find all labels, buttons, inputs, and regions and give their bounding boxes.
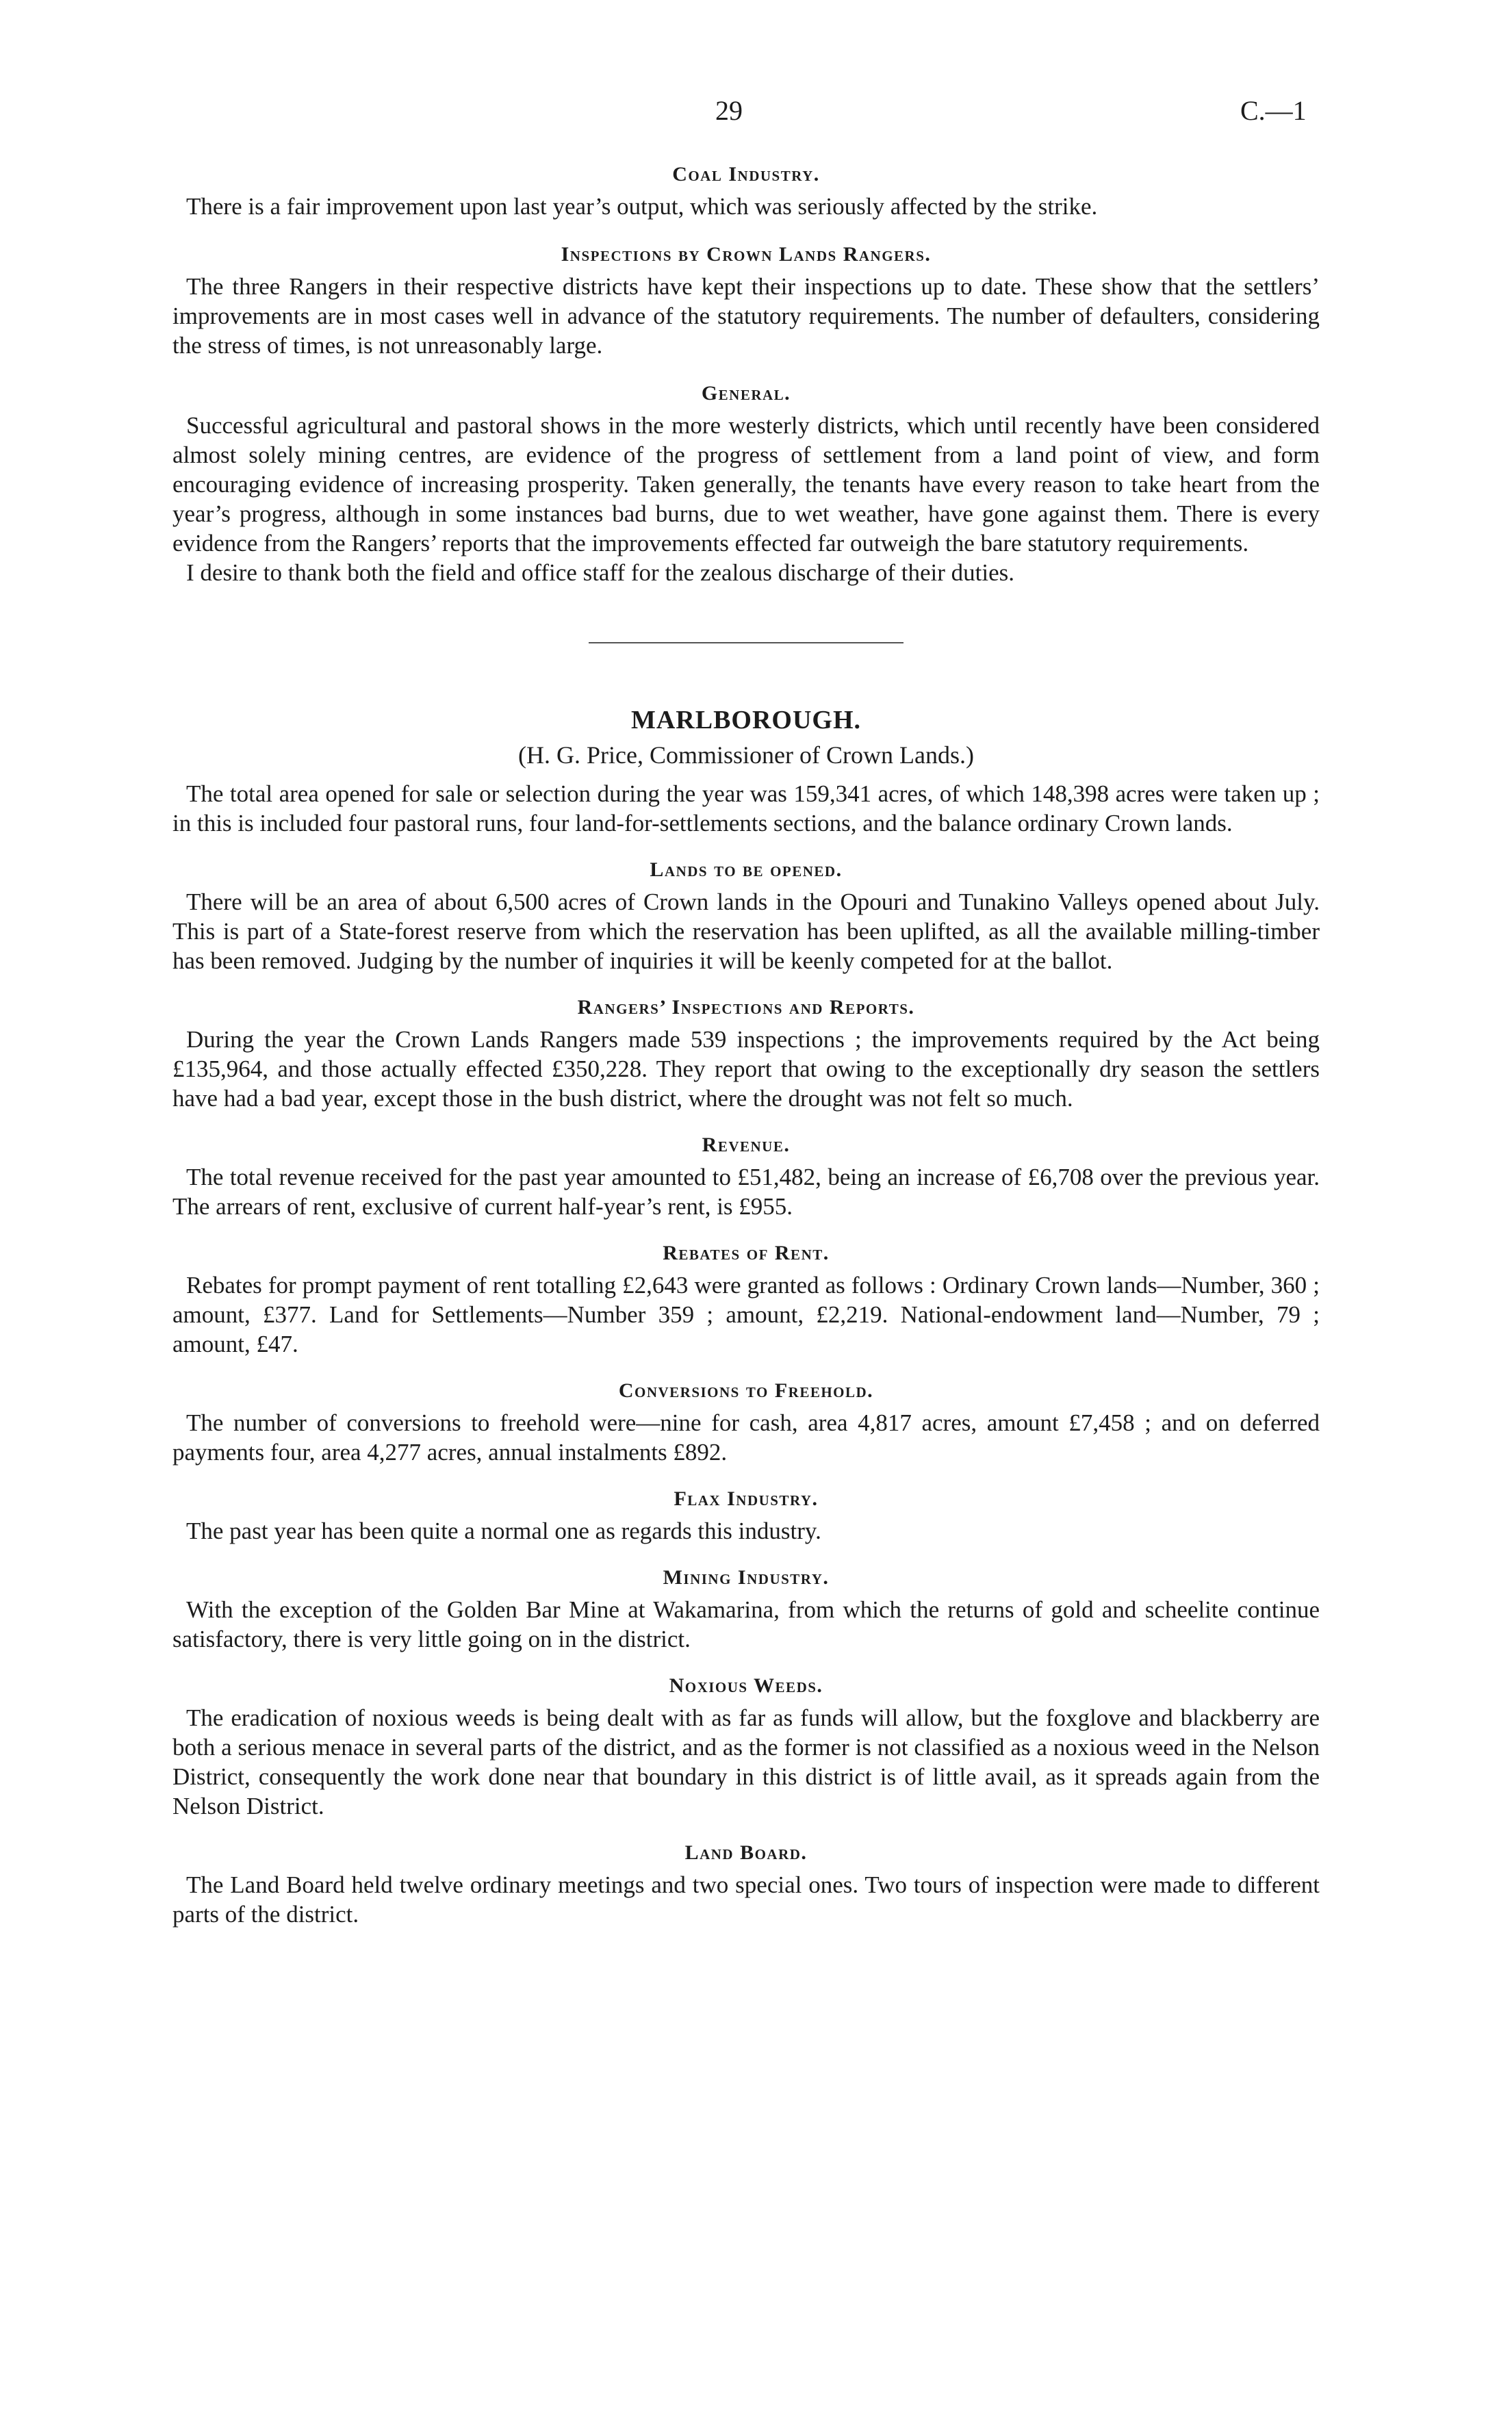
heading-revenue: Revenue. <box>702 1134 791 1156</box>
paragraph-general-1: Successful agricultural and pastoral shows in the more westerly districts, which until recently have been considered almost solely mining centres, are evidence of the progress of settlement from a land point of view, and form encouraging evidence of increasing prosperity. Taken generally, the tenants have every reason to take heart from the year’s progress, although in some instances bad burns, due to wet weather, have gone against them. There is every evidence from the Rangers’ reports that the improvements effected far outweigh the bare statutory requirements. <box>172 412 1320 557</box>
paragraph-inspections: The three Rangers in their respective districts have kept their inspections up to date. These show that the settlers’ improvements are in most cases well in advance of the statutory requirements. The number of defaulters, considering the stress of times, is not unreasonably large. <box>172 273 1320 359</box>
paragraph-rangers-inspections: During the year the Crown Lands Rangers made 539 inspections ; the improvements required by the Act being £135,964, and those actually effected £350,228. They report that owing to the exceptionally dry season the settlers have had a bad year, except those in the bush district, where the drought was not felt so much. <box>172 1026 1320 1112</box>
heading-coal-industry: Coal Industry. <box>672 163 820 186</box>
paragraph-mining-industry: With the exception of the Golden Bar Mine at Wakamarina, from which the returns of gold and scheelite continue satisfactory, there is very little going on in the district. <box>172 1596 1320 1652</box>
heading-general: General. <box>701 382 791 405</box>
heading-lands-to-be-opened: Lands to be opened. <box>650 858 843 881</box>
paragraph-land-board: The Land Board held twelve ordinary meetings and two special ones. Two tours of inspection were made to different parts of the district. <box>172 1871 1320 1928</box>
paragraph-flax-industry: The past year has been quite a normal one as regards this industry. <box>186 1518 821 1544</box>
heading-conversions-to-freehold: Conversions to Freehold. <box>618 1379 874 1402</box>
heading-rangers-inspections: Rangers’ Inspections and Reports. <box>577 996 915 1019</box>
section-title-marlborough: MARLBOROUGH. <box>630 706 862 734</box>
paragraph-lands-to-be-opened: There will be an area of about 6,500 acres of Crown lands in the Opouri and Tunakino Valleys opened about July. This is part of a State-forest reserve from which the reservation has been uplifted, as all the available milling-timber has been removed. Judging by the number of inquiries it will be keenly competed for at the ballot. <box>172 888 1320 974</box>
paragraph-conversions-to-freehold: The number of conversions to freehold were—nine for cash, area 4,817 acres, amount £7,458 ; and on deferred payments four, area 4,277 acres, annual instalments £892. <box>172 1409 1320 1466</box>
page-body <box>172 82 1320 1929</box>
page-number: 29 <box>715 95 743 126</box>
paragraph-noxious-weeds: The eradication of noxious weeds is being dealt with as far as funds will allow, but the foxglove and blackberry are both a serious menace in several parts of the district, and as the former is not classified as a noxious weed in the Nelson District, consequently the work done near that boundary in this district is of little avail, as it spreads again from the Nelson District. <box>172 1704 1320 1819</box>
paragraph-marlborough-area: The total area opened for sale or selection during the year was 159,341 acres, of which 148,398 acres were taken up ; in this is included four pastoral runs, four land-for-settlements sections, and the balance ordinary Crown lands. <box>172 780 1320 836</box>
heading-land-board: Land Board. <box>684 1841 808 1864</box>
paragraph-revenue: The total revenue received for the past year amounted to £51,482, being an increase of £6,708 over the previous year. The arrears of rent, exclusive of current half-year’s rent, is £955. <box>172 1164 1320 1220</box>
paragraph-general-2: I desire to thank both the field and office staff for the zealous discharge of their duties. <box>186 559 1015 586</box>
heading-flax-industry: Flax Industry. <box>674 1487 819 1510</box>
paragraph-coal-industry: There is a fair improvement upon last year’s output, which was seriously affected by the strike. <box>186 193 1098 220</box>
document-reference: C.—1 <box>1240 95 1307 126</box>
heading-rebates-of-rent: Rebates of Rent. <box>663 1242 830 1264</box>
heading-inspections: Inspections by Crown Lands Rangers. <box>561 243 932 266</box>
heading-noxious-weeds: Noxious Weeds. <box>669 1674 823 1697</box>
commissioner-subtitle: (H. G. Price, Commissioner of Crown Lands.) <box>518 741 974 769</box>
paragraph-rebates-of-rent: Rebates for prompt payment of rent totalling £2,643 were granted as follows : Ordinary Crown lands—Number, 360 ; amount, £377. Land for Settlements—Number 359 ; amount, £2,219. National-endowment land—Number, 79 ; amount, £47. <box>172 1272 1320 1357</box>
heading-mining-industry: Mining Industry. <box>663 1566 830 1589</box>
